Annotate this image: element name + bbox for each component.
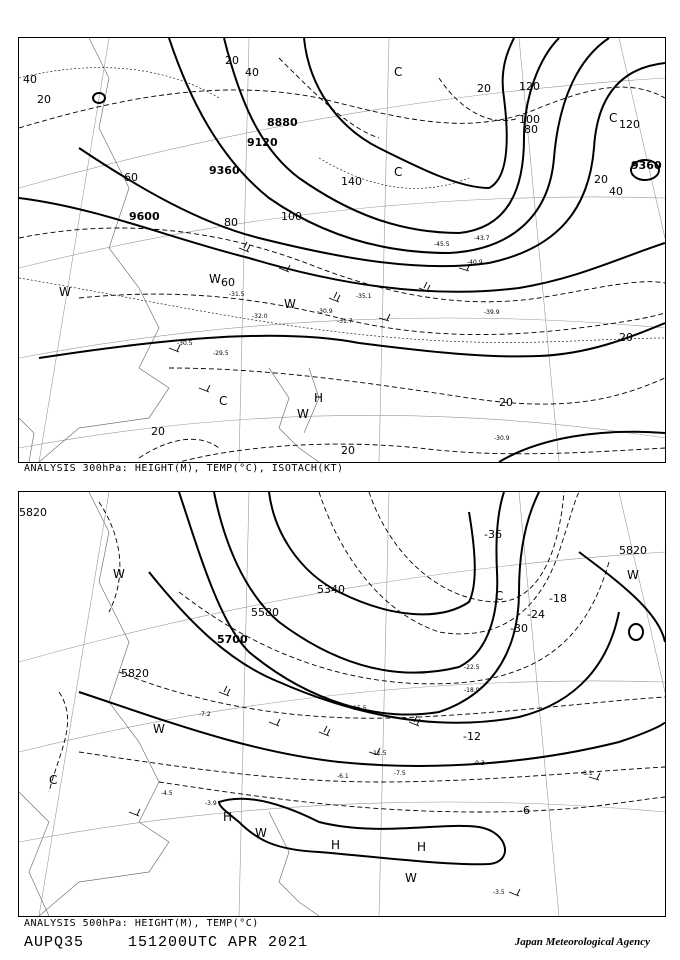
temp-sample: -31.7 [337, 318, 353, 325]
warm-center-label: W [405, 871, 417, 885]
temp-sample: -4.5 [161, 790, 173, 797]
isotach-label: 20 [225, 54, 239, 67]
temp-sample: -45.5 [434, 241, 450, 248]
isotach-label: 60 [124, 171, 138, 184]
temp-sample: -22.5 [464, 664, 480, 671]
isotach-label: 40 [245, 66, 259, 79]
warm-center-label: W [113, 567, 125, 581]
temp-sample: -43.7 [474, 235, 490, 242]
warm-center-label: W [627, 568, 639, 582]
warm-center-label: W [255, 826, 267, 840]
height-label: 5700 [217, 633, 248, 646]
warm-center-label: W [209, 272, 221, 286]
isotach-label: 40 [609, 185, 623, 198]
chart-500hpa [18, 491, 666, 917]
isotach-label: 140 [341, 175, 362, 188]
temp-sample: -15.5 [351, 705, 367, 712]
warm-center-label: W [297, 407, 309, 421]
isotach-label: 120 [619, 118, 640, 131]
caption-300hpa: ANALYSIS 300hPa: HEIGHT(M), TEMP(°C), ISOTACH(KT) [24, 463, 344, 474]
isotherm-label: -30 [510, 622, 528, 635]
temp-sample: -32.0 [252, 313, 268, 320]
isotach-label: 20 [499, 396, 513, 409]
temp-sample: -9.3 [473, 760, 485, 767]
coastline [19, 38, 319, 462]
isotherm-label: -18 [549, 592, 567, 605]
temp-sample: -30.5 [177, 340, 193, 347]
height-contours [19, 38, 665, 462]
temperature-samples [161, 664, 593, 896]
height-label: 8880 [267, 116, 298, 129]
cold-center-label: C [495, 589, 504, 603]
chart-id: AUPQ35 [24, 934, 85, 951]
height-label: 5820 [19, 506, 47, 519]
high-center-label: H [417, 840, 427, 854]
isotach-label: 20 [151, 425, 165, 438]
isotach-label: 20 [341, 444, 355, 457]
high-center-label: H [223, 810, 233, 824]
agency-name: Japan Meteorological Agency [514, 936, 650, 948]
isotach-label: 100 [519, 113, 540, 126]
temp-sample: -3.5 [493, 889, 505, 896]
chart-300hpa-canvas [19, 38, 665, 462]
height-label: 5820 [619, 544, 647, 557]
isotach-label: 20 [594, 173, 608, 186]
cold-center-label: C [219, 394, 228, 408]
temp-sample: -35.1 [356, 293, 372, 300]
isotach-labels [23, 54, 640, 457]
height-label: 9600 [129, 210, 160, 223]
warm-center-label: W [153, 722, 165, 736]
isotach-label: 120 [519, 80, 540, 93]
isotherm-label: -36 [484, 528, 502, 541]
temp-sample: -6.1 [337, 773, 349, 780]
temp-sample: -8.1 [581, 770, 593, 777]
pressure-centers [49, 567, 639, 885]
isotherm-label: -24 [527, 608, 545, 621]
temp-sample: -3.9 [205, 800, 217, 807]
temp-sample: -7.2 [199, 711, 211, 718]
temp-sample: -7.5 [394, 770, 406, 777]
height-label: 9120 [247, 136, 278, 149]
isotach-label: 60 [221, 276, 235, 289]
coastline [19, 492, 319, 916]
temp-sample: -29.5 [213, 350, 229, 357]
isotherm-label: -12 [463, 730, 481, 743]
cold-center-label: C [49, 773, 58, 787]
temp-sample: -40.9 [467, 259, 483, 266]
height-label: 5580 [251, 606, 279, 619]
height-label: 9360 [631, 159, 662, 172]
warm-center-label: W [284, 297, 296, 311]
temp-sample: -11.5 [371, 750, 387, 757]
temp-sample: -18.9 [464, 687, 480, 694]
cold-center-label: C [609, 111, 618, 125]
cold-center-label: C [394, 65, 403, 79]
isotach-label: 20 [619, 331, 633, 344]
isotach-label: 80 [524, 123, 538, 136]
caption-500hpa: ANALYSIS 500hPa: HEIGHT(M), TEMP(°C) [24, 918, 259, 929]
temp-sample: -30.9 [494, 435, 510, 442]
isotach-label: 80 [224, 216, 238, 229]
height-label: 5340 [317, 583, 345, 596]
issue-time: 151200UTC APR 2021 [128, 934, 309, 951]
high-center-label: H [314, 391, 324, 405]
cold-center-label: C [394, 165, 403, 179]
chart-300hpa [18, 37, 666, 463]
isotach-label: 40 [23, 73, 37, 86]
isotach-label: 20 [37, 93, 51, 106]
isotach-label: 20 [477, 82, 491, 95]
temp-sample: -39.9 [484, 309, 500, 316]
high-center-label: H [331, 838, 341, 852]
temp-sample: -30.9 [317, 308, 333, 315]
isotherm-label: -6 [519, 804, 530, 817]
graticule [19, 38, 665, 462]
warm-center-label: W [59, 285, 71, 299]
temp-sample: -31.5 [229, 291, 245, 298]
wind-barbs [169, 242, 470, 392]
isotachs [19, 58, 665, 462]
chart-500hpa-canvas [19, 492, 665, 916]
height-contours [79, 492, 665, 864]
height-label: 5820 [121, 667, 149, 680]
height-label: 9360 [209, 164, 240, 177]
isotach-label: 100 [281, 210, 302, 223]
